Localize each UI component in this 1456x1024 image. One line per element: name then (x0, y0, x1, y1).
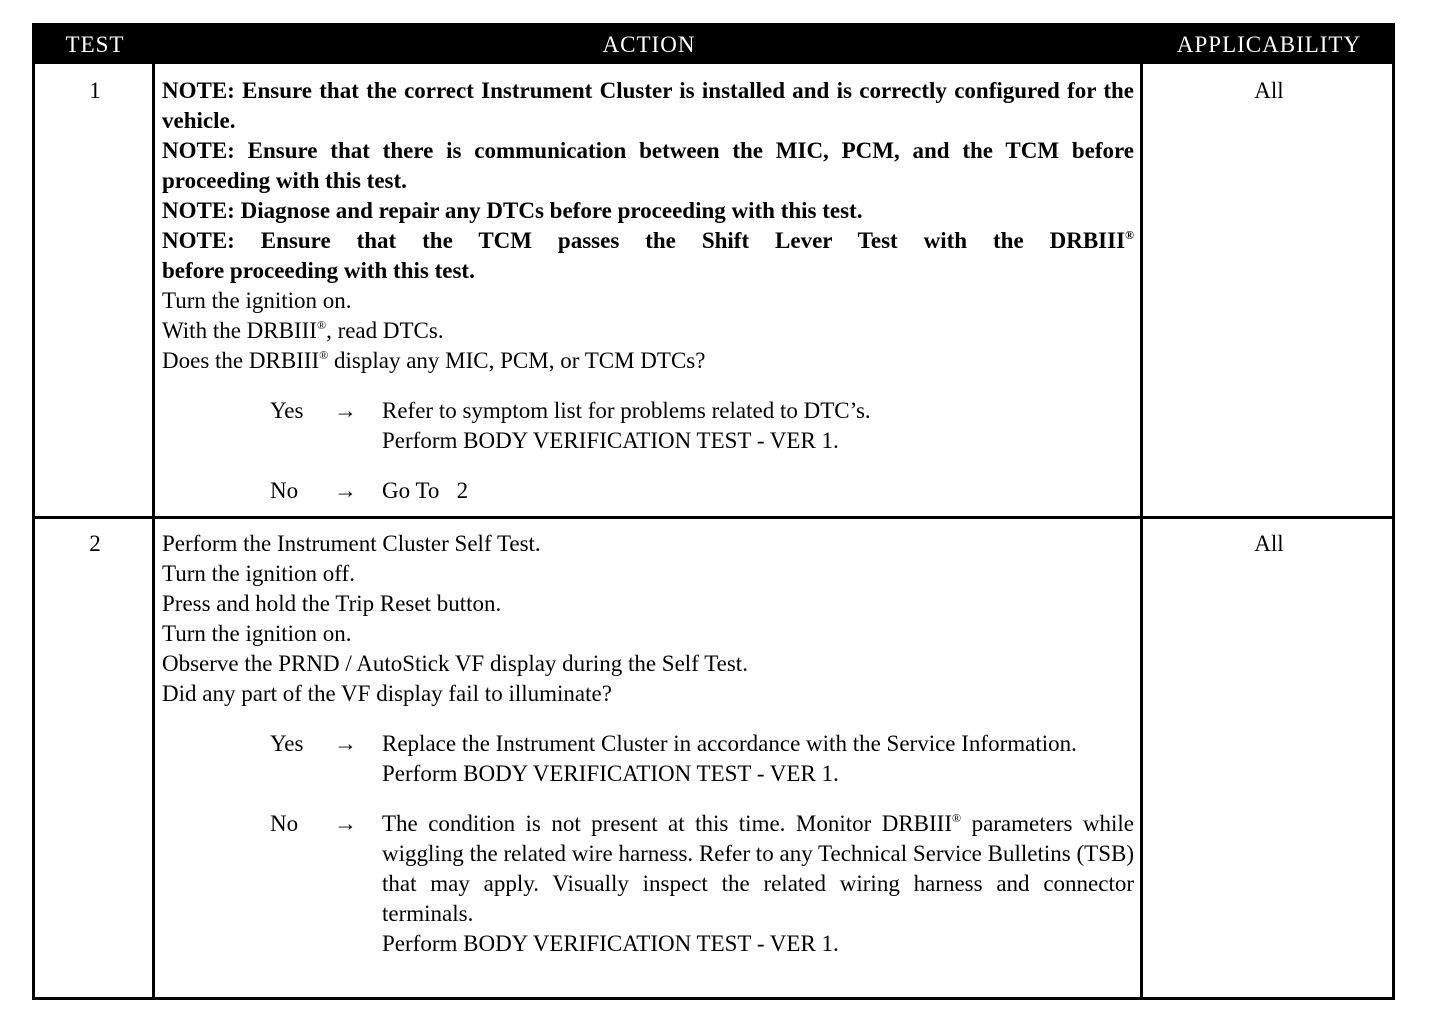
test-number-2: 2 (89, 531, 101, 556)
step-line: Observe the PRND / AutoStick VF display during the Self Test. (162, 651, 748, 676)
no-text (382, 476, 1134, 506)
step-line: Turn the ignition off. (162, 561, 355, 586)
arrow-icon: → (334, 731, 357, 756)
answer-line: Perform BODY VERIFICATION TEST - VER 1. (382, 931, 839, 956)
yes-branch-2 (162, 729, 1134, 789)
registered-mark: ® (316, 318, 327, 332)
yes-label: Yes (270, 731, 304, 756)
diagnostic-test-table (32, 23, 1395, 1000)
step-text: display any MIC, PCM, or TCM DTCs? (328, 348, 706, 373)
step-line: Did any part of the VF display fail to illuminate? (162, 681, 612, 706)
step-text: With the DRBIII (162, 318, 317, 343)
applicability-2: All (1254, 531, 1284, 556)
header-test: TEST (65, 32, 125, 57)
step-line: Perform the Instrument Cluster Self Test. (162, 531, 541, 556)
note-line: NOTE: Ensure that the correct Instrument Cluster is installed and is correctly configured for the vehicle. (162, 78, 1134, 133)
note-text: NOTE: Ensure that the TCM passes the Shift Lever Test with the DRBIII (162, 228, 1126, 253)
answer-line: Refer to symptom list for problems related to DTC’s. (382, 398, 871, 423)
note-line: NOTE: Ensure that there is communication between the MIC, PCM, and the TCM before proceeding with this test. (162, 138, 1134, 193)
step-line: Turn the ignition on. (162, 621, 352, 646)
test-number-1: 1 (89, 78, 101, 103)
step-line (162, 316, 1134, 346)
answer-line: Perform BODY VERIFICATION TEST - VER 1. (382, 428, 839, 453)
table-header (35, 26, 1392, 64)
applicability-1: All (1254, 78, 1284, 103)
registered-mark: ® (951, 811, 962, 825)
step-text: Does the DRBIII (162, 348, 320, 373)
answer-text: parameters while wiggling the related wire harness. Refer to any Technical Service Bulletins (TSB) that may apply. Visually inspect the related wiring harness and connector terminals. (382, 811, 1134, 926)
registered-mark: ® (319, 348, 329, 362)
step-text: , read DTCs. (326, 318, 444, 343)
answer-line: Perform BODY VERIFICATION TEST - VER 1. (382, 761, 839, 786)
header-applicability: APPLICABILITY (1176, 32, 1362, 57)
note-line (162, 226, 1134, 256)
arrow-icon: → (334, 811, 357, 836)
note-line: before proceeding with this test. (162, 258, 475, 283)
no-branch-1 (162, 476, 1134, 506)
answer-line (382, 809, 1134, 929)
answer-text: The condition is not present at this time. Monitor DRBIII (382, 811, 952, 836)
step-line (162, 346, 1134, 376)
no-branch-2 (162, 809, 1134, 959)
yes-text (382, 396, 1134, 456)
registered-mark: ® (1125, 228, 1134, 242)
step-line: Press and hold the Trip Reset button. (162, 591, 502, 616)
goto-link[interactable]: Go To 2 (382, 478, 469, 503)
yes-text (382, 729, 1134, 789)
no-label: No (270, 478, 299, 503)
answer-line: Replace the Instrument Cluster in accordance with the Service Information. (382, 731, 1077, 756)
yes-branch-1 (162, 396, 1134, 456)
arrow-icon: → (334, 398, 357, 423)
action-cell-2 (162, 529, 1134, 959)
header-action: ACTION (602, 32, 696, 57)
no-label: No (270, 811, 299, 836)
yes-label: Yes (270, 398, 304, 423)
note-line: NOTE: Diagnose and repair any DTCs before proceeding with this test. (162, 198, 863, 223)
arrow-icon: → (334, 478, 357, 503)
step-line: Turn the ignition on. (162, 288, 352, 313)
action-cell-1 (162, 76, 1134, 506)
row-divider (35, 516, 1392, 519)
no-text (382, 809, 1134, 959)
